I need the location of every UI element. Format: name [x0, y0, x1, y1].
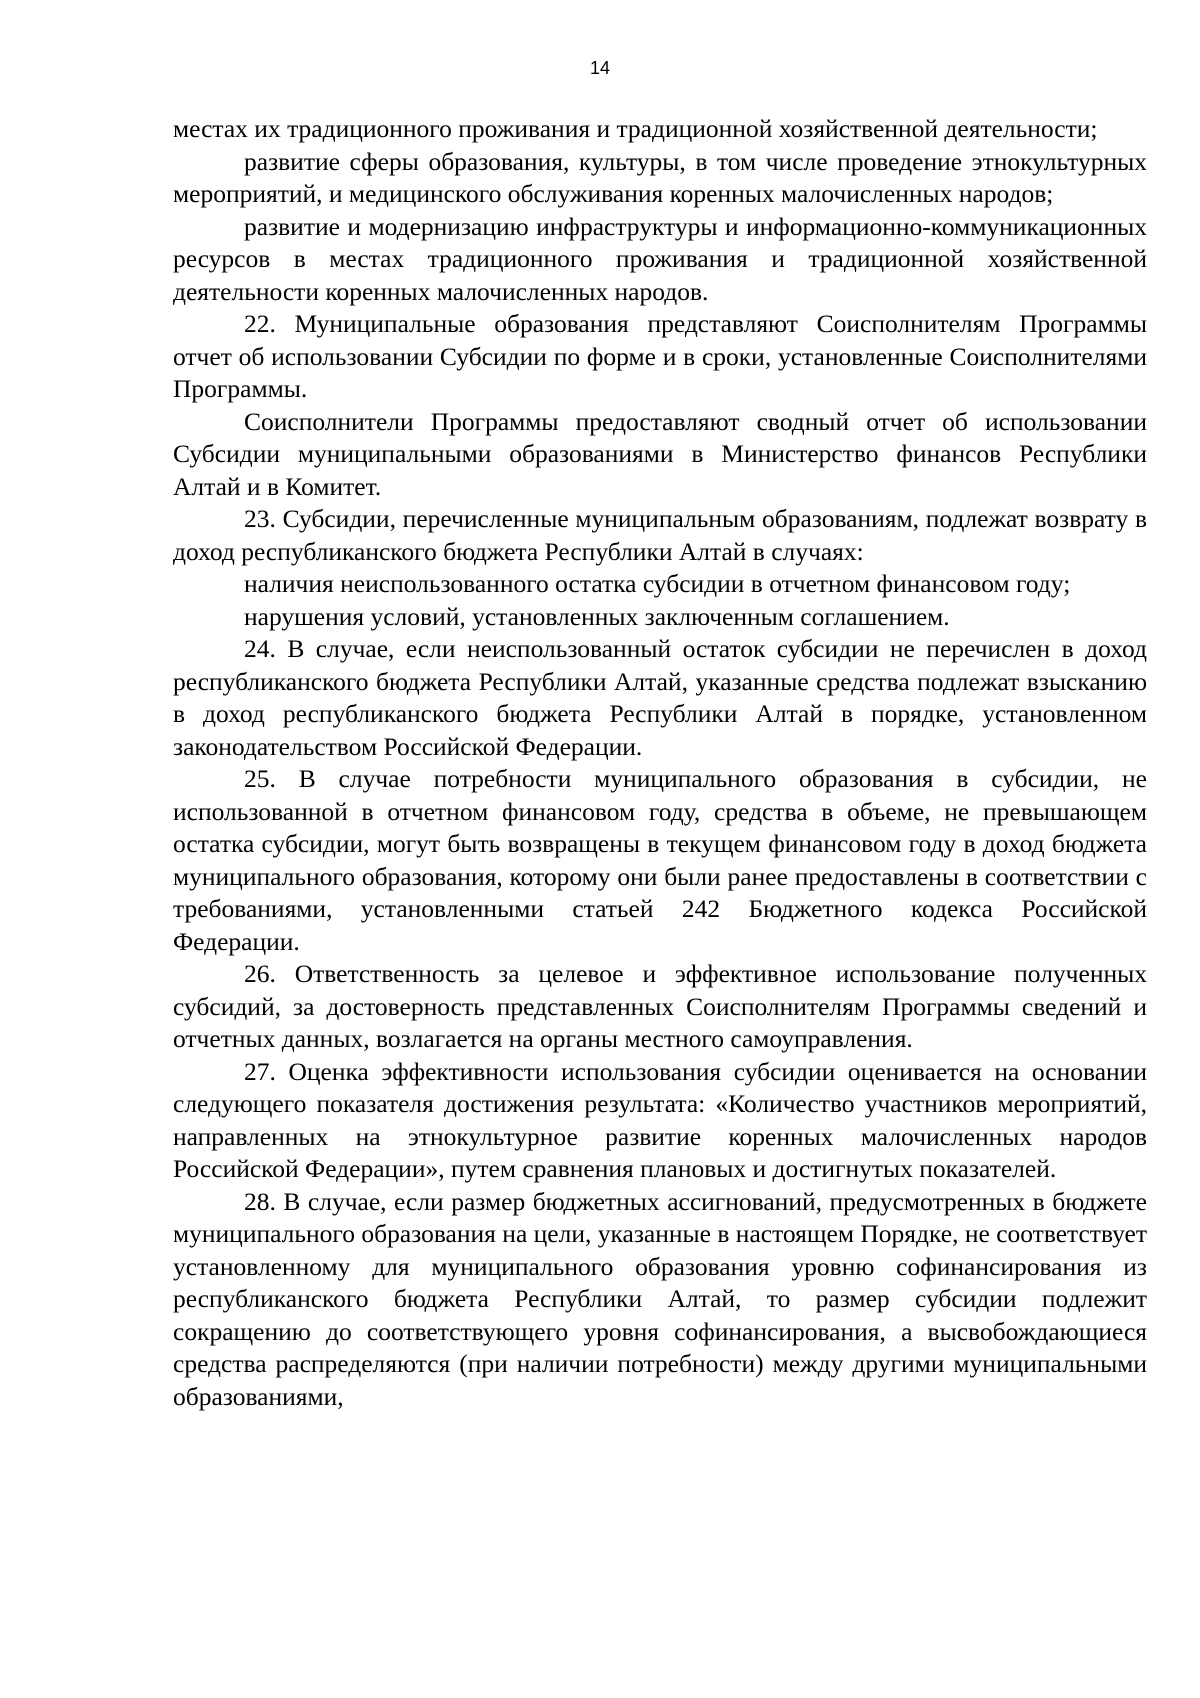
- paragraph-item-27: 27. Оценка эффективности использования субсидии оценивается на основании следующего показателя достижения результата: «Количество участников мероприятий, направленных на этнокультурное развитие коренных малочисленных народов Российской Федерации», путем сравнения плановых и достигнутых показателей.: [173, 1056, 1147, 1183]
- paragraph-list-item-education: развитие сферы образования, культуры, в том числе проведение этнокультурных мероприятий, и медицинского обслуживания коренных малочисленных народов;: [173, 146, 1147, 208]
- paragraph-item-22-report: Соисполнители Программы предоставляют сводный отчет об использовании Субсидии муниципальными образованиями в Министерство финансов Республики Алтай и в Комитет.: [173, 406, 1147, 501]
- paragraph-item-23-case-remainder: наличия неиспользованного остатка субсидии в отчетном финансовом году;: [244, 569, 1071, 598]
- paragraph-item-26: 26. Ответственность за целевое и эффективное использование полученных субсидий, за достоверность представленных Соисполнителям Программы сведений и отчетных данных, возлагается на органы местного самоуправления.: [173, 959, 1147, 1053]
- paragraph-list-item-infrastructure: развитие и модернизацию инфраструктуры и информационно-коммуникационных ресурсов в местах традиционного проживания и традиционной хозяйственной деятельности коренных малочисленных народов.: [173, 211, 1147, 306]
- paragraph-item-22: 22. Муниципальные образования представляют Соисполнителям Программы отчет об использовании Субсидии по форме и в сроки, установленные Соисполнителями Программы.: [173, 309, 1147, 403]
- paragraph-continuation: местах их традиционного проживания и традиционной хозяйственной деятельности;: [173, 114, 1098, 143]
- paragraph-item-25: 25. В случае потребности муниципального образования в субсидии, не использованной в отчетном финансовом году, средства в объеме, не превышающем остатка субсидии, могут быть возвращены в текущем финансовом году в доход бюджета муниципального образования, которому они были ранее предоставлены в соответствии с требованиями, установленными статьей 242 Бюджетного кодекса Российской Федерации.: [173, 764, 1147, 956]
- page-number: 14: [589, 58, 611, 78]
- paragraph-item-28: 28. В случае, если размер бюджетных ассигнований, предусмотренных в бюджете муниципального образования на цели, указанные в настоящем Порядке, не соответствует установленному для муниципального образования уровню софинансирования из республиканского бюджета Республики Алтай, то размер субсидии подлежит сокращению до соответствующего уровня софинансирования, а высвобождающиеся средства распределяются (при наличии потребности) между другими муниципальными образованиями,: [173, 1186, 1147, 1411]
- paragraph-item-23-case-violation: нарушения условий, установленных заключенным соглашением.: [244, 601, 950, 631]
- paragraph-item-23: 23. Субсидии, перечисленные муниципальным образованиям, подлежат возврату в доход республиканского бюджета Республики Алтай в случаях:: [173, 504, 1147, 566]
- paragraph-item-24: 24. В случае, если неиспользованный остаток субсидии не перечислен в доход республиканского бюджета Республики Алтай, указанные средства подлежат взысканию в доход республиканского бюджета Республики Алтай в порядке, установленном законодательством Российской Федерации.: [173, 634, 1147, 761]
- document-body: [173, 113, 1147, 1413]
